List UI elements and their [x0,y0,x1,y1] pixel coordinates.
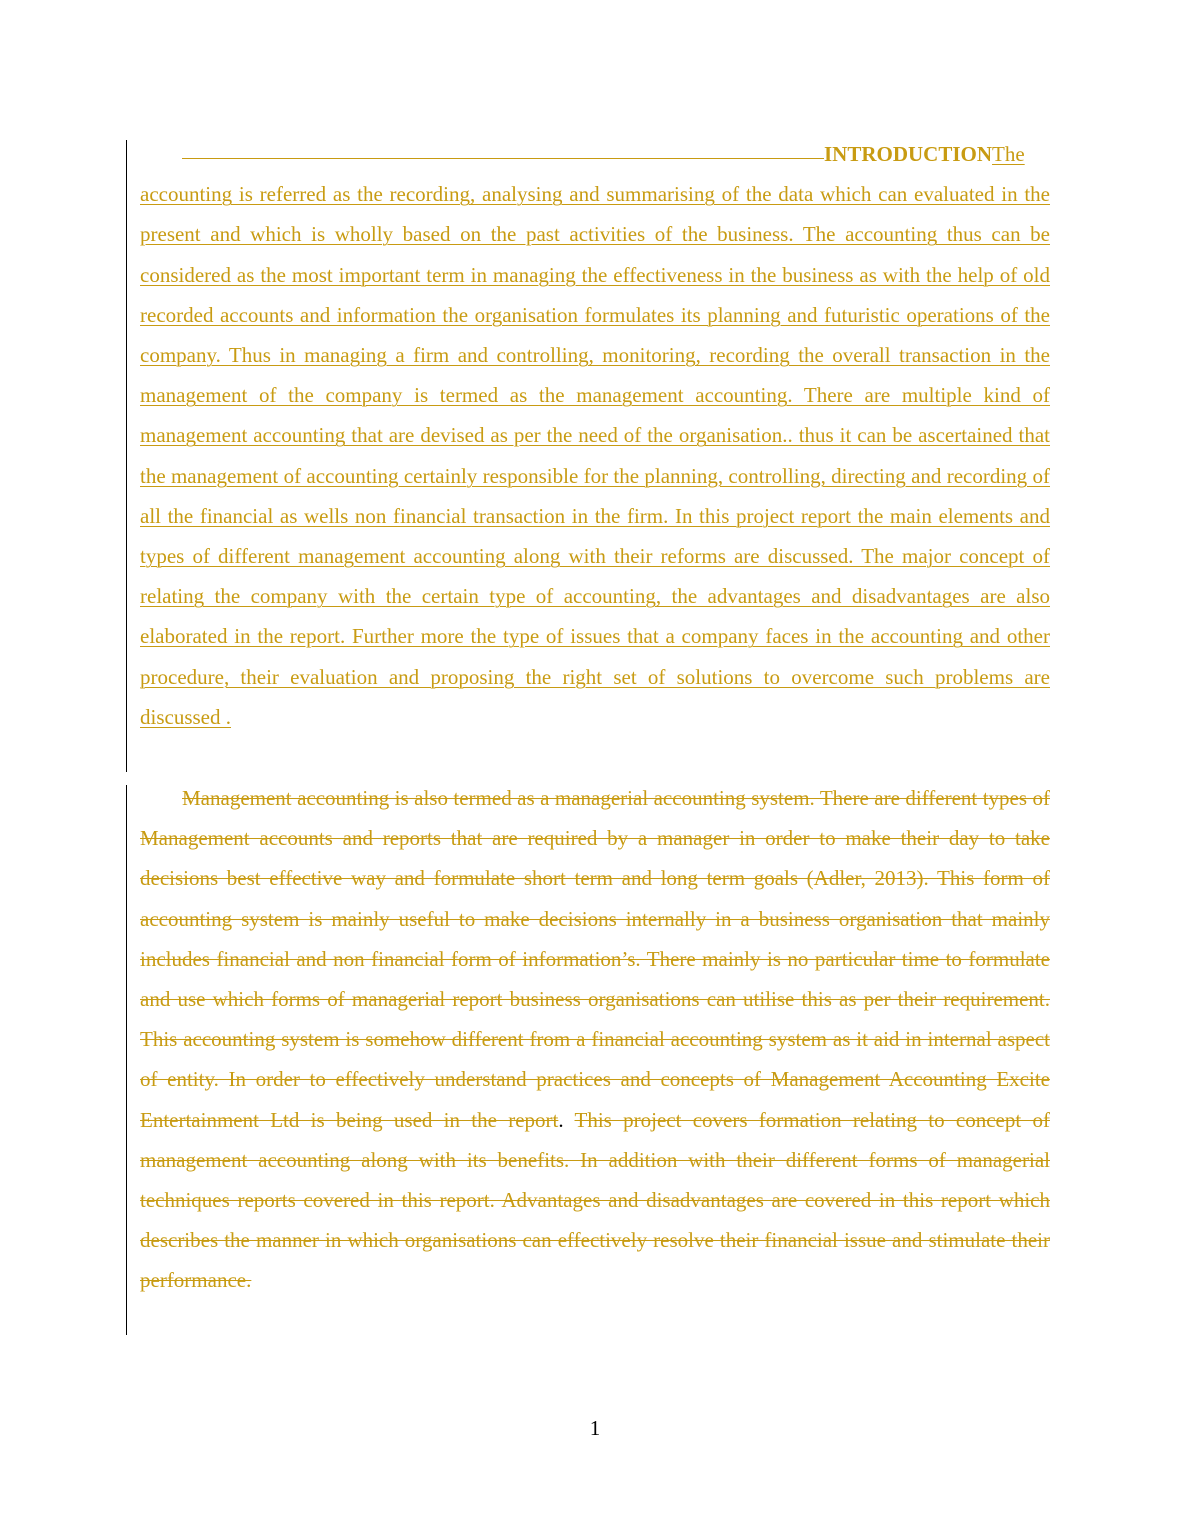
inserted-tab-underline [182,136,824,159]
plain-period: . [558,1107,564,1132]
introduction-heading: INTRODUCTION [824,142,993,166]
deleted-text-part2: This project covers formation relating to concept of management accounting along with its benefits. In addition with their different forms of managerial techniques reports covered in this report. Advantages and disadvantages are covered in this report which describes the manner in which organisations can effectively resolve their financial issue and stimulate their performance. [140,1107,1050,1293]
inserted-intro-text: The accounting is referred as the recording, analysing and summarising of the data which can evaluated in the present and which is wholly based on the past activities of the business. The accounting thus can be considered as the most important term in managing the effectiveness in the business as with the help of old recorded accounts and information the organisation formulates its planning and futuristic operations of the company. Thus in managing a firm and controlling, monitoring, recording the overall transaction in the management of the company is termed as the management accounting. There are multiple kind of management accounting that are devised as per the need of the organisation.. thus it can be ascertained that the management of accounting certainly responsible for the planning, controlling, directing and recording of all the financial as wells non financial transaction in the firm. In this project report the main elements and types of different management accounting along with their reforms are discussed. The major concept of relating the company with the certain type of accounting, the advantages and disadvantages are also elaborated in the report. Further more the type of issues that a company faces in the accounting and other procedure, their evaluation and proposing the right set of solutions to overcome such problems are discussed . [140,142,1050,729]
deleted-text-part1: Management accounting is also termed as a managerial accounting system. There are different types of Management accounts and reports that are required by a manager in order to make their day to take decisions best effective way and formulate short term and long term goals (Adler, 2013). This form of accounting system is mainly useful to make decisions internally in a business organisation that mainly includes financial and non financial form of information’s. There mainly is no particular time to formulate and use which forms of managerial report business organisations can utilise this as per their requirement. This accounting system is somehow different from a financial accounting system as it aid in internal aspect of entity. In order to effectively understand practices and concepts of Management Accounting Excite Entertainment Ltd is being used in the report [140,786,1050,1132]
change-bar [126,140,127,772]
change-bar [126,785,127,1335]
introduction-paragraph[interactable] [140,134,1050,737]
page-number: 1 [589,1416,601,1440]
deleted-paragraph[interactable] [140,778,1050,1301]
